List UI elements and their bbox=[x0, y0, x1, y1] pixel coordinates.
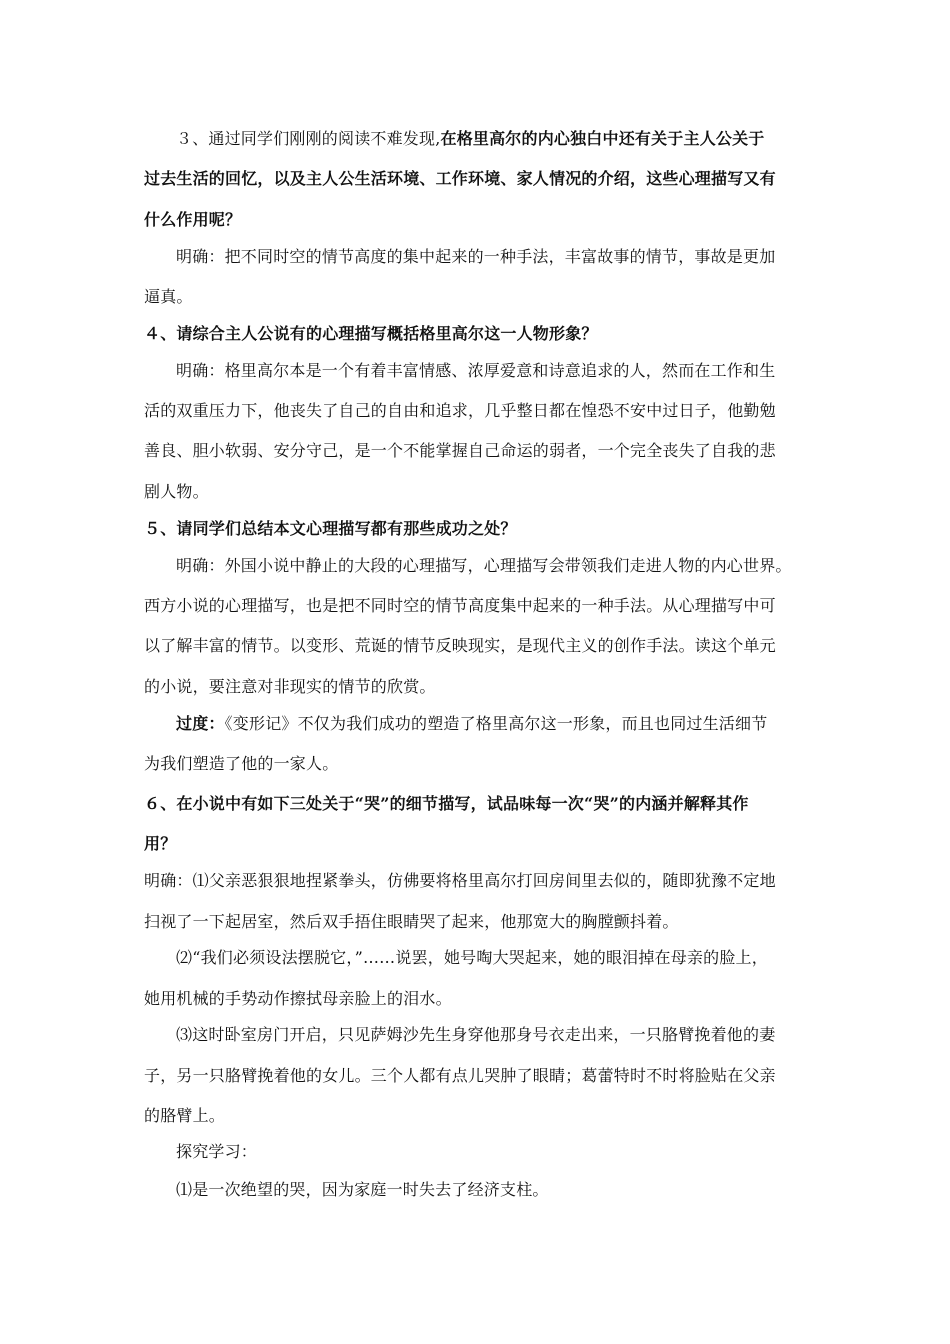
q3-question-bold: 在格里高尔的内心独白中还有关于主人公关于 bbox=[440, 129, 765, 148]
transition-label: 过度： bbox=[176, 714, 225, 733]
q6-item-2-line-2: 她用机械的手势动作擦拭母亲脸上的泪水。 bbox=[144, 989, 452, 1008]
q4-answer-line-3: 善良、胆小软弱、安分守己，是一个不能掌握自己命运的弱者，一个完全丧失了自我的悲 bbox=[144, 441, 776, 460]
q6-item-3-line-1: ⑶这时卧室房门开启，只见萨姆沙先生身穿他那身号衣走出来，一只胳臂挽着他的妻 bbox=[176, 1025, 776, 1044]
q6-question-line-1: ６、在小说中有如下三处关于“哭”的细节描写，试品味每一次“哭”的内涵并解释其作 bbox=[144, 794, 749, 813]
q6-answer-line-1: 明确：⑴父亲恶狠狠地捏紧拳头，仿佛要将格里高尔打回房间里去似的，随即犹豫不定地 bbox=[144, 871, 776, 890]
q4-answer-line-1: 明确：格里高尔本是一个有着丰富情感、浓厚爱意和诗意追求的人，然而在工作和生 bbox=[176, 361, 776, 380]
q6-item-3-line-3: 的胳臂上。 bbox=[144, 1106, 226, 1125]
q6-item-2-line-1: ⑵“我们必须设法摆脱它，”……说罢，她号啕大哭起来，她的眼泪掉在母亲的脸上， bbox=[176, 948, 768, 967]
q6-question-line-2: 用？ bbox=[144, 834, 177, 853]
transition-line-2: 为我们塑造了他的一家人。 bbox=[144, 754, 339, 773]
q5-question: ５、请同学们总结本文心理描写都有那些成功之处？ bbox=[144, 519, 517, 538]
q3-answer-line-1: 明确：把不同时空的情节高度的集中起来的一种手法，丰富故事的情节，事故是更加 bbox=[176, 247, 776, 266]
transition-text: 《变形记》不仅为我们成功的塑造了格里高尔这一形象，而且也同过生活细节 bbox=[224, 714, 768, 733]
inquiry-item-1: ⑴是一次绝望的哭，因为家庭一时失去了经济支柱。 bbox=[176, 1180, 549, 1199]
inquiry-heading: 探究学习： bbox=[176, 1142, 258, 1161]
transition-line-1 bbox=[176, 714, 816, 734]
q5-answer-line-2: 西方小说的心理描写，也是把不同时空的情节高度集中起来的一种手法。从心理描写中可 bbox=[144, 596, 776, 615]
q5-answer-line-1: 明确：外国小说中静止的大段的心理描写，心理描写会带领我们走进人物的内心世界。 bbox=[176, 556, 792, 575]
q3-line-2: 过去生活的回忆，以及主人公生活环境、工作环境、家人情况的介绍，这些心理描写又有 bbox=[144, 169, 776, 188]
q3-intro: ３、通过同学们刚刚的阅读不难发现, bbox=[176, 129, 441, 148]
q3-answer-line-2: 逼真。 bbox=[144, 287, 193, 306]
q4-question: ４、请综合主人公说有的心理描写概括格里高尔这一人物形象？ bbox=[144, 324, 598, 343]
q5-answer-line-3: 以了解丰富的情节。以变形、荒诞的情节反映现实，是现代主义的创作手法。读这个单元 bbox=[144, 636, 776, 655]
q6-item-3-line-2: 子，另一只胳臂挽着他的女儿。三个人都有点儿哭肿了眼睛；葛蕾特时不时将脸贴在父亲 bbox=[144, 1066, 776, 1085]
q6-answer-line-2: 扫视了一下起居室，然后双手捂住眼睛哭了起来，他那宽大的胸膛颤抖着。 bbox=[144, 912, 679, 931]
q4-answer-line-2: 活的双重压力下，他丧失了自己的自由和追求，几乎整日都在惶恐不安中过日子，他勤勉 bbox=[144, 401, 776, 420]
q4-answer-line-4: 剧人物。 bbox=[144, 482, 209, 501]
q3-line-3: 什么作用呢？ bbox=[144, 210, 242, 229]
q5-answer-line-4: 的小说，要注意对非现实的情节的欣赏。 bbox=[144, 677, 436, 696]
q3-line-1 bbox=[176, 129, 816, 149]
